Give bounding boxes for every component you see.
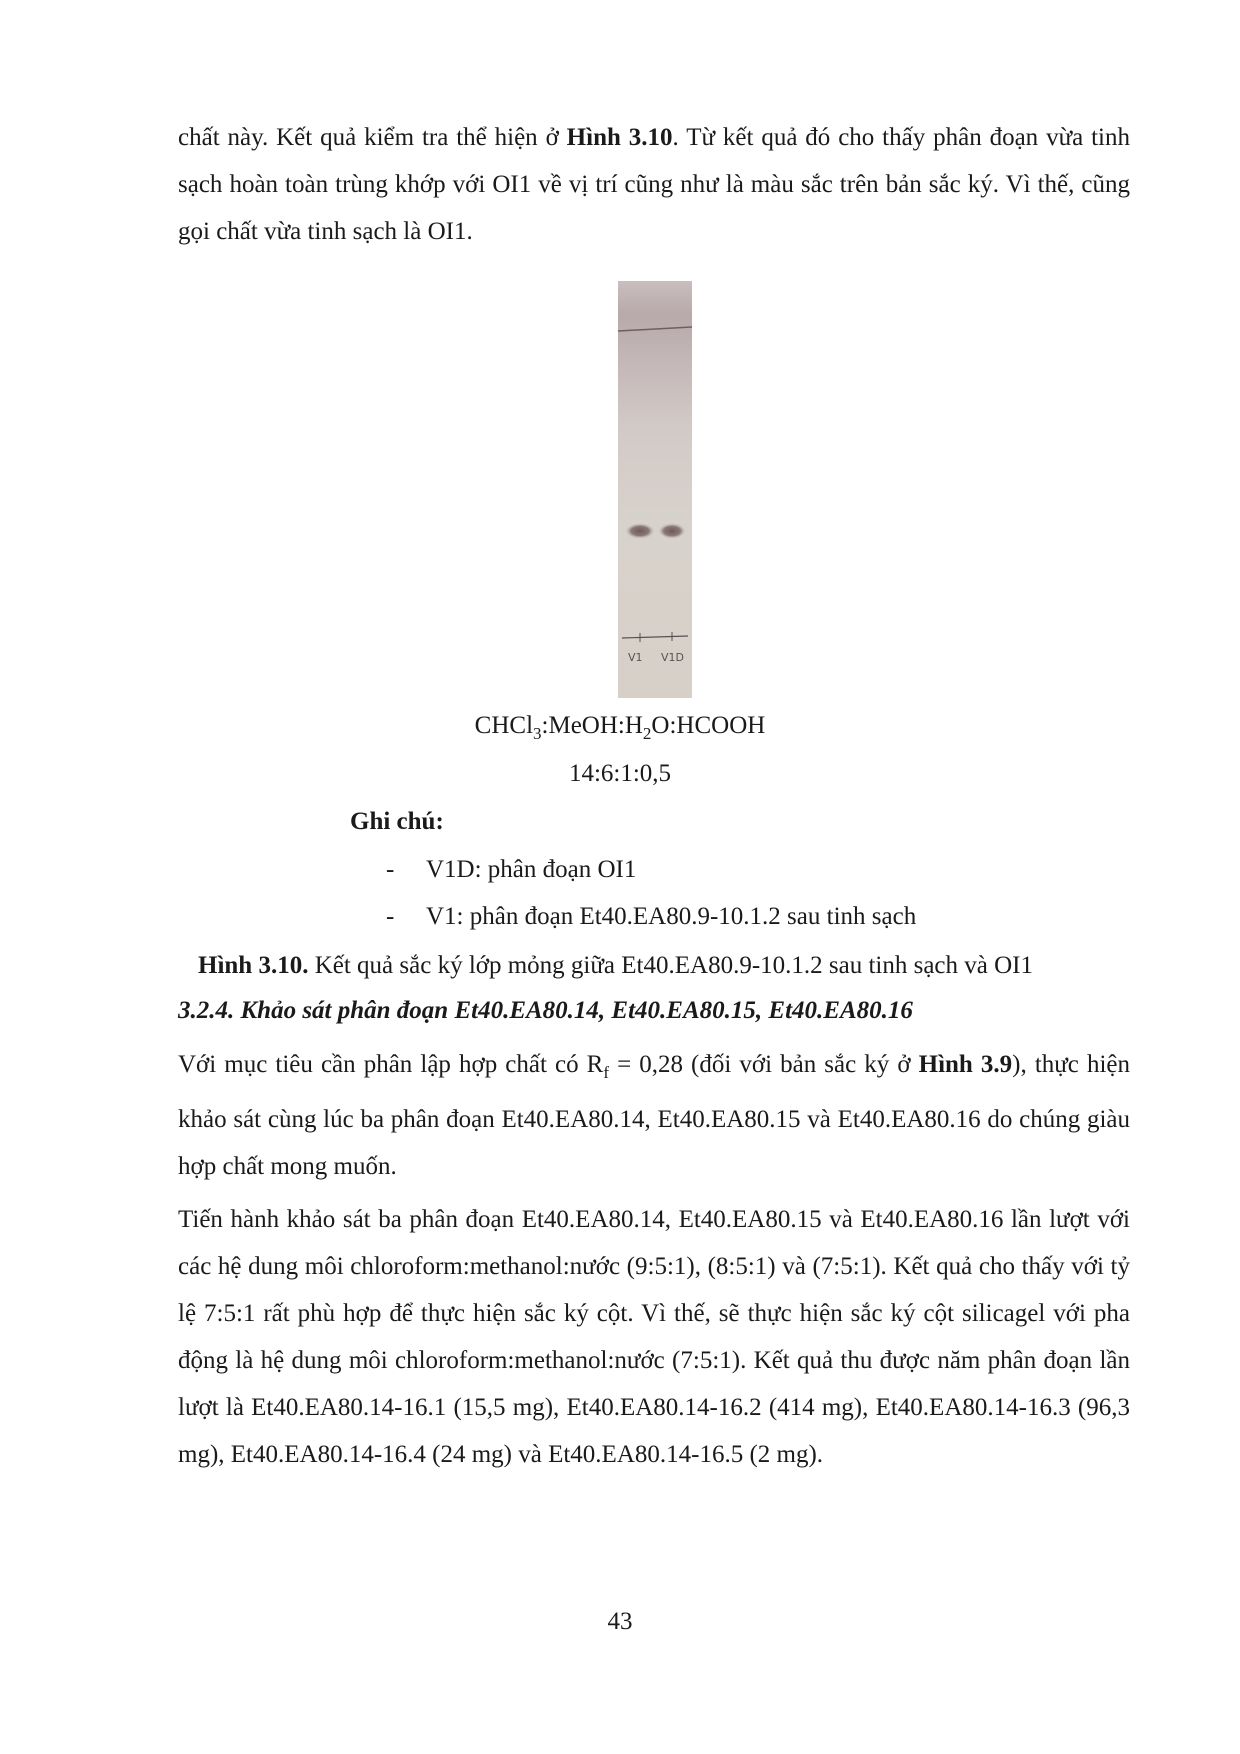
note-dash: - xyxy=(386,856,395,883)
tlc-plate-background xyxy=(618,281,692,698)
paragraph-objective xyxy=(178,1041,1130,1190)
spot-lane-1 xyxy=(625,523,655,539)
lane-label-1: V1 xyxy=(628,651,643,664)
paragraph-intro-text-1: chất này. Kết quả kiểm tra thể hiện ở xyxy=(178,124,567,151)
solvent-sub-a: 3 xyxy=(533,724,542,743)
lane-label-2: V1D xyxy=(661,651,684,664)
solvent-ratio: 14:6:1:0,5 xyxy=(568,760,672,787)
rf-subscript: f xyxy=(603,1063,609,1082)
note-dash: - xyxy=(386,903,395,930)
paragraph-intro-text-2: . Từ kết quả đó cho thấy phân đoạn vừa tinh sạch hoàn toàn trùng khớp với OI1 về vị trí cũng như là màu sắc trên bản sắc ký. Vì thế, cũng gọi chất vừa tinh sạch là OI1. xyxy=(178,124,1130,245)
solvent-part-c: O:HCOOH xyxy=(651,712,766,739)
paragraph-objective-text-3: ), thực hiện khảo sát cùng lúc ba phân đoạn Et40.EA80.14, Et40.EA80.15 và Et40.EA80.16 do chúng giàu hợp chất mong muốn. xyxy=(178,1051,1131,1180)
page-number: 43 xyxy=(607,1608,633,1635)
solvent-system xyxy=(0,712,1240,744)
note-text: V1D: phân đoạn OI1 xyxy=(426,856,637,883)
tlc-plate-image xyxy=(618,281,692,698)
notes-title: Ghi chú: xyxy=(350,808,444,835)
caption-text: Kết quả sắc ký lớp mỏng giữa Et40.EA80.9-10.1.2 sau tinh sạch và OI1 xyxy=(308,952,1034,979)
paragraph-objective-text-1: Với mục tiêu cần phân lập hợp chất có R xyxy=(178,1051,604,1078)
caption-label: Hình 3.10. xyxy=(198,952,309,979)
paragraph-objective-text-2: = 0,28 (đối với bản sắc ký ở xyxy=(609,1051,919,1078)
figure-reference: Hình 3.10 xyxy=(566,124,673,151)
figure-reference: Hình 3.9 xyxy=(918,1051,1013,1078)
note-text: V1: phân đoạn Et40.EA80.9-10.1.2 sau tinh sạch xyxy=(426,903,917,930)
solvent-part-b: :MeOH:H xyxy=(541,712,643,739)
solvent-part-a: CHCl xyxy=(474,712,534,739)
paragraph-intro xyxy=(178,114,1130,255)
figure-caption xyxy=(198,952,1033,980)
section-heading: 3.2.4. Khảo sát phân đoạn Et40.EA80.14, Et40.EA80.15, Et40.EA80.16 xyxy=(178,997,913,1024)
spot-lane-2 xyxy=(658,523,686,539)
solvent-sub-b: 2 xyxy=(642,724,652,743)
paragraph-procedure: Tiến hành khảo sát ba phân đoạn Et40.EA80.14, Et40.EA80.15 và Et40.EA80.16 lần lượt với các hệ dung môi chloroform:methanol:nước (9:5:1), (8:5:1) và (7:5:1). Kết quả cho thấy với tỷ lệ 7:5:1 rất phù hợp để thực hiện sắc ký cột. Vì thế, sẽ thực hiện sắc ký cột silicagel với pha động là hệ dung môi chloroform:methanol:nước (7:5:1). Kết quả thu được năm phân đoạn lần lượt là Et40.EA80.14-16.1 (15,5 mg), Et40.EA80.14-16.2 (414 mg), Et40.EA80.14-16.3 (96,3 mg), Et40.EA80.14-16.4 (24 mg) và Et40.EA80.14-16.5 (2 mg). xyxy=(178,1206,1130,1468)
